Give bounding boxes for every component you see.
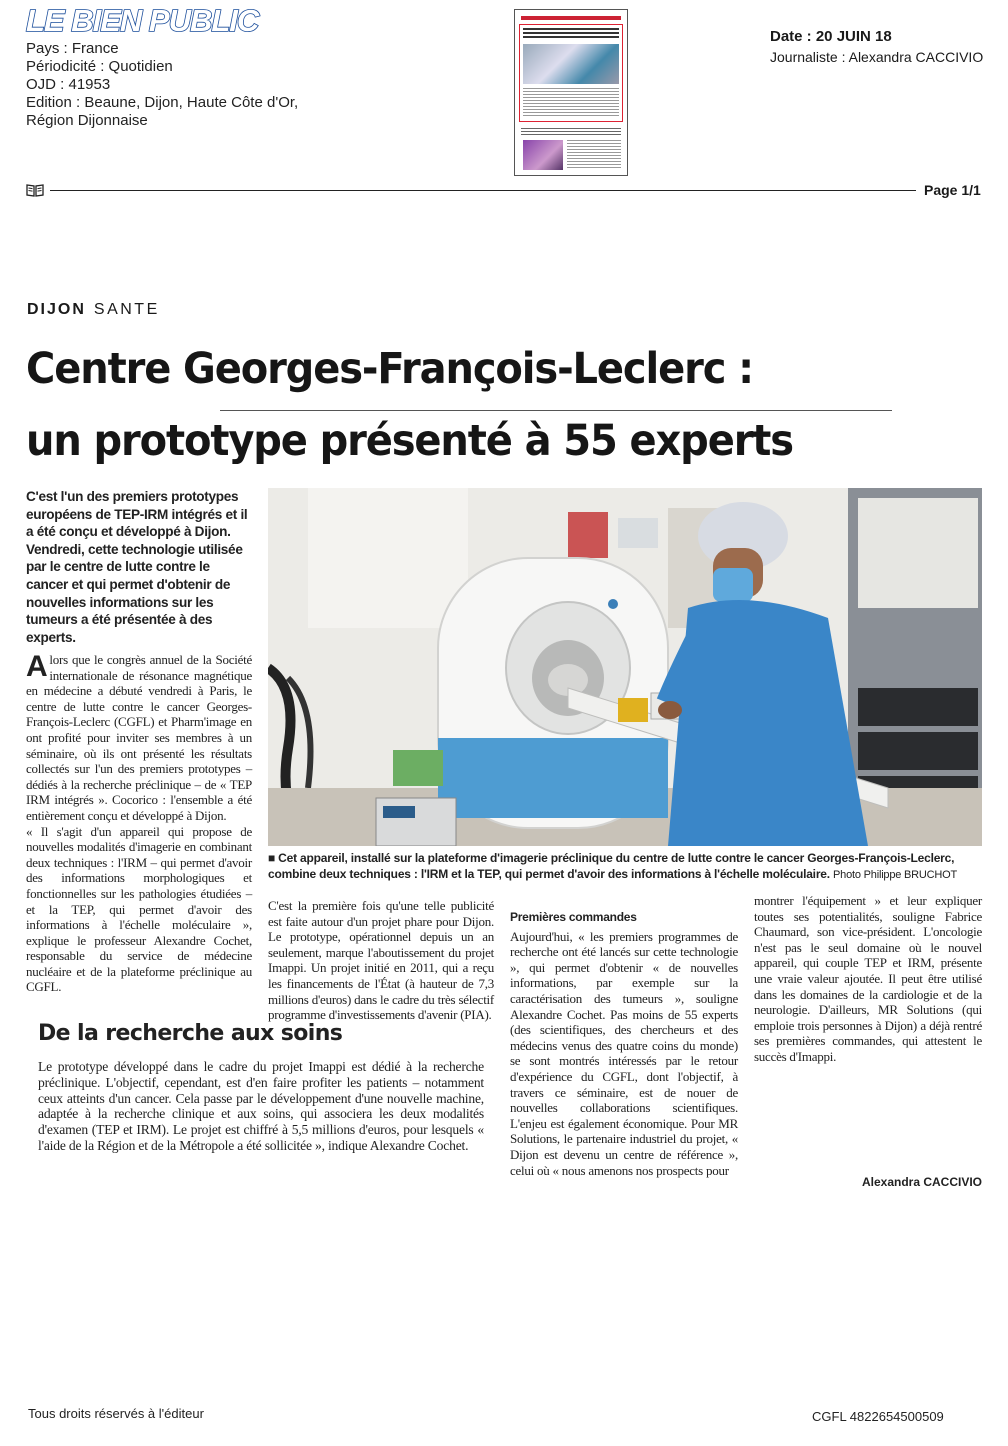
- header-rule: [50, 190, 916, 191]
- article-column-2: [268, 898, 494, 1023]
- meta-periodicite: Périodicité : Quotidien: [26, 58, 173, 75]
- footer-code: CGFL 4822654500509: [812, 1409, 944, 1424]
- body-paragraph-3: C'est la première fois qu'une telle publicité est faite autour d'un projet phare pour Dijon. Le prototype, opérationnel depuis un an seulement, marque l'aboutissement du projet Imappi. Un projet initié en 2011, qui a reçu les financements de l'État (à hauteur de 7,3 millions d'euros) dans le cadre du très sélectif programme d'investissements d'avenir (PIA).: [268, 898, 494, 1023]
- photo-caption: [268, 850, 982, 883]
- rubric-section: SANTE: [93, 301, 160, 318]
- article-signature: Alexandra CACCIVIO: [861, 1175, 982, 1189]
- article-column-3: [510, 898, 738, 1178]
- journalist: Journaliste : Alexandra CACCIVIO: [770, 49, 984, 65]
- article-column-4: [754, 893, 982, 1065]
- meta-pays: Pays : France: [26, 40, 119, 57]
- page-number: Page 1/1: [924, 182, 981, 198]
- rubric: [27, 301, 160, 319]
- newspaper-logo: LE BIEN PUBLIC: [26, 3, 259, 38]
- meta-ojd: OJD : 41953: [26, 76, 111, 93]
- meta-edition-region: Région Dijonnaise: [26, 112, 148, 129]
- date-block: [770, 27, 983, 67]
- box-title: De la recherche aux soins: [38, 1021, 343, 1046]
- dropcap: A: [26, 650, 48, 683]
- body-paragraph-4-continued: montrer l'équipement » et leur expliquer toutes ses potentialités, souligne Fabrice Chaumard, son vice-président. L'oncologie n'est pas le seul domaine où le nouvel appareil, qui couple TEP et IRM, présente une vraie valeur ajoutée. Il peut être utilisé dans les domaines de la cardiologie et de la neurologie. D'ailleurs, MR Solutions (qui emploie trois personnes à Dijon) a déjà rentré ses premières commandes, qui attestent le succès d'Imappi.: [754, 893, 982, 1064]
- article-chapo: C'est l'un des premiers prototypes européens de TEP-IRM intégrés et il a été conçu et développé à Dijon. Vendredi, cette technologie utilisée par le centre de lutte contre le cancer et qui permet d'obtenir de nouvelles informations sur les tumeurs a été présentée à des experts.: [26, 489, 248, 645]
- headline-rule: [220, 410, 892, 411]
- article-column-1: [26, 652, 252, 995]
- publication-date: Date : 20 JUIN 18: [770, 28, 892, 45]
- meta-edition: Edition : Beaune, Dijon, Haute Côte d'Or,: [26, 94, 299, 111]
- body-paragraph-4: Aujourd'hui, « les premiers programmes de recherche ont été lancés sur cette technologie », qui permet d'obtenir « de nouvelles informations, par exemple sur la caractérisation des tumeurs », souligne Alexandre Cochet. Pas moins de 55 experts (des scientifiques, des chercheurs et des médecins venus des quatre coins du monde) se sont montrés intéressés par le retour d'expérience du CGFL, dont l'objectif, à travers ce séminaire, est de nouer de nouvelles collaborations scientifiques. L'enjeu est également économique. Pour MR Solutions, le partenaire industriel du projet, « Dijon est devenu un centre de référence », celui où « nous amenons nos prospects pour: [510, 928, 738, 1178]
- headline-line-2: un prototype présenté à 55 experts: [26, 416, 794, 466]
- book-icon: [26, 183, 44, 197]
- publication-meta: [26, 40, 298, 130]
- body-paragraph-2: « Il s'agit d'un appareil qui propose de nouvelles modalités d'imagerie en combinant deux techniques : l'IRM – qui permet d'avoir des informations morphologiques et fonctionnelles sur les pathologies étudiées – et la TEP, qui permet d'avoir des informations à l'échelle moléculaire », explique le professeur Alexandre Cochet, responsable du service de médecine nucléaire et de la plateforme préclinique au CGFL.: [26, 823, 252, 995]
- subhead-premieres-commandes: Premières commandes: [510, 910, 637, 924]
- body-paragraph-1: lors que le congrès annuel de la Société internationale de résonance magnétique en médecine a débuté vendredi à Paris, le centre de lutte contre le cancer Georges-François-Leclerc (CGFL) et Pharm'image en ont profité pour inviter ses membres à un séminaire, où ils ont présenté les résultats collectés sur l'un des premiers prototypes – dédiés à la recherche préclinique – de « TEP IRM intégrés ». Cocorico : l'ensemble a été entièrement conçu et développé à Dijon.: [26, 652, 252, 823]
- rubric-city: DIJON: [27, 301, 86, 318]
- footer-rights: Tous droits réservés à l'éditeur: [28, 1406, 204, 1421]
- article-photo: [268, 488, 982, 846]
- box-text: Le prototype développé dans le cadre du projet Imappi est dédié à la recherche préclinique. L'objectif, cependant, est d'en faire profiter les patients – notamment ceux atteints d'un cancer. Cela passe par le développement d'une nouvelle machine, adaptée à la recherche clinique et aux soins, qui associera les deux modalités d'examen (TEP et IRM). Le projet est chiffré à 5,5 millions d'euros, pour lesquels « l'aide de la Région et de la Métropole a été sollicitée », indique Alexandre Cochet.: [38, 1059, 484, 1153]
- page-thumbnail: [514, 9, 628, 176]
- photo-credit: Photo Philippe BRUCHOT: [833, 869, 958, 881]
- caption-text: ■ Cet appareil, installé sur la plateforme d'imagerie préclinique du centre de lutte contre le cancer Georges-François-Leclerc, combine deux techniques : l'IRM et la TEP, qui permet d'avoir des informations à l'échelle moléculaire.: [268, 851, 955, 881]
- headline-line-1: Centre Georges-François-Leclerc :: [26, 344, 753, 394]
